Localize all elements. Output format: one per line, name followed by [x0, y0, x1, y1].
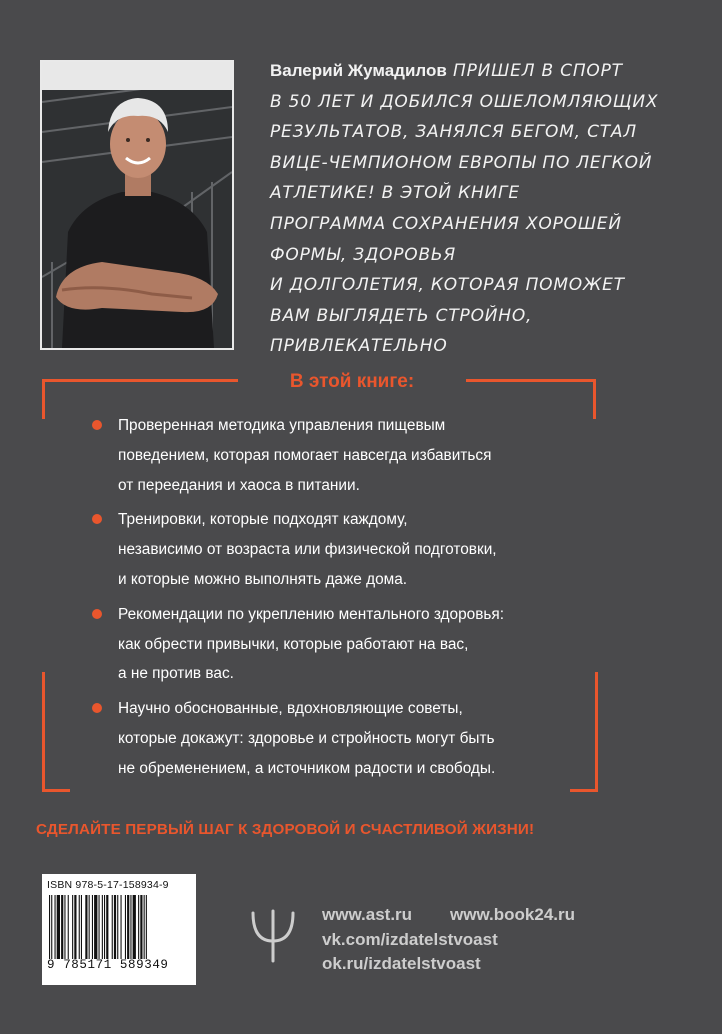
barcode-bar: [117, 895, 118, 959]
barcode-bar: [57, 895, 60, 959]
barcode-bar: [104, 895, 105, 959]
features-list: [86, 411, 576, 784]
psi-logo-icon: [243, 905, 303, 965]
list-item-line: Тренировки, которые подходят каждому,: [118, 511, 408, 529]
barcode-bar: [146, 895, 147, 959]
list-item: [86, 600, 576, 689]
bio-line: И ДОЛГОЛЕТИЯ, КОТОРАЯ ПОМОЖЕТ: [270, 275, 625, 296]
bio-line: АТЛЕТИКЕ! В ЭТОЙ КНИГЕ: [270, 183, 520, 204]
list-item-line: а не против вас.: [118, 665, 234, 683]
bio-line: РЕЗУЛЬТАТОВ, ЗАНЯЛСЯ БЕГОМ, СТАЛ: [270, 122, 637, 143]
barcode-bar: [51, 895, 52, 959]
list-item-line: не обременением, а источником радости и свободы.: [118, 759, 496, 777]
isbn-barcode: [42, 874, 196, 985]
frame-corner-bottom-left: [42, 672, 70, 792]
barcode-bar: [81, 895, 82, 959]
bullet-icon: [92, 703, 102, 713]
bullet-icon: [92, 514, 102, 524]
barcode-bar: [106, 895, 108, 959]
link-book24[interactable]: www.book24.ru: [450, 905, 576, 924]
barcode-bar: [89, 895, 90, 959]
bio-line: ПРОГРАММА СОХРАНЕНИЯ ХОРОШЕЙ: [270, 213, 622, 234]
isbn-label: ISBN 978-5-17-158934-9: [47, 879, 169, 891]
barcode-bar: [99, 895, 100, 959]
barcode-bar: [55, 895, 56, 959]
barcode-bar: [94, 895, 97, 959]
barcode-bar: [127, 895, 129, 959]
list-item-line: как обрести привычки, которые работают на вас,: [118, 635, 469, 653]
bio-line: ФОРМЫ, ЗДОРОВЬЯ: [270, 244, 456, 265]
barcode-digits: 9 785171 589349: [47, 958, 169, 972]
barcode-bar: [92, 895, 93, 959]
bio-line: ПРИШЕЛ В СПОРТ: [446, 61, 623, 81]
list-item: [86, 694, 576, 783]
barcode-bar: [64, 895, 65, 959]
call-to-action: СДЕЛАЙТЕ ПЕРВЫЙ ШАГ К ЗДОРОВОЙ И СЧАСТЛИВОЙ ЖИЗНИ!: [36, 821, 535, 838]
barcode-bar: [130, 895, 131, 959]
list-item-line: независимо от возраста или физической подготовки,: [118, 541, 497, 559]
link-ast[interactable]: www.ast.ru: [322, 905, 413, 924]
author-portrait-illustration: [42, 62, 232, 348]
author-photo: [40, 60, 234, 350]
author-bio: [270, 56, 690, 362]
list-item-line: и которые можно выполнять даже дома.: [118, 570, 408, 588]
barcode-bar: [85, 895, 87, 959]
publisher-links: [322, 903, 575, 977]
list-item-line: от переедания и хаоса в питании.: [118, 476, 360, 494]
barcode-bar: [125, 895, 126, 959]
bullet-icon: [92, 420, 102, 430]
list-item-line: Научно обоснованные, вдохновляющие советы,: [118, 700, 463, 718]
list-item-line: поведением, которая помогает навсегда избавиться: [118, 446, 492, 464]
list-item: [86, 505, 576, 594]
bio-line: ПРИВЛЕКАТЕЛЬНО: [270, 336, 448, 357]
barcode-bar: [138, 895, 139, 959]
barcode-bar: [121, 895, 122, 959]
author-name: Валерий Жумадилов: [270, 61, 447, 80]
link-vk[interactable]: vk.com/izdatelstvoast: [322, 929, 498, 949]
barcode-bar: [114, 895, 116, 959]
bio-line: ВИЦЕ-ЧЕМПИОНОМ ЕВРОПЫ ПО ЛЕГКОЙ: [270, 152, 653, 173]
list-item: [86, 411, 576, 500]
bullet-icon: [92, 609, 102, 619]
barcode-bar: [144, 895, 145, 959]
list-item-line: Проверенная методика управления пищевым: [118, 417, 446, 434]
bio-line: ВАМ ВЫГЛЯДЕТЬ СТРОЙНО,: [270, 305, 533, 326]
barcode-bar: [74, 895, 76, 959]
barcode-bar: [140, 895, 142, 959]
barcode-bar: [68, 895, 69, 959]
link-ok[interactable]: ok.ru/izdatelstvoast: [322, 954, 481, 973]
barcode-bar: [79, 895, 80, 959]
barcode-bar: [102, 895, 103, 959]
bio-line: В 50 ЛЕТ И ДОБИЛСЯ ОШЕЛОМЛЯЮЩИХ: [270, 91, 659, 112]
barcode-bar: [49, 895, 50, 959]
barcode-bar: [133, 895, 136, 959]
list-item-line: которые докажут: здоровье и стройность могут быть: [118, 729, 495, 747]
list-item-line: Рекомендации по укреплению ментального здоровья:: [118, 605, 505, 623]
barcode-bar: [61, 895, 63, 959]
barcode-bars: [47, 895, 191, 959]
section-title: В этой книге:: [289, 371, 415, 392]
barcode-bar: [72, 895, 73, 959]
barcode-bar: [112, 895, 113, 959]
